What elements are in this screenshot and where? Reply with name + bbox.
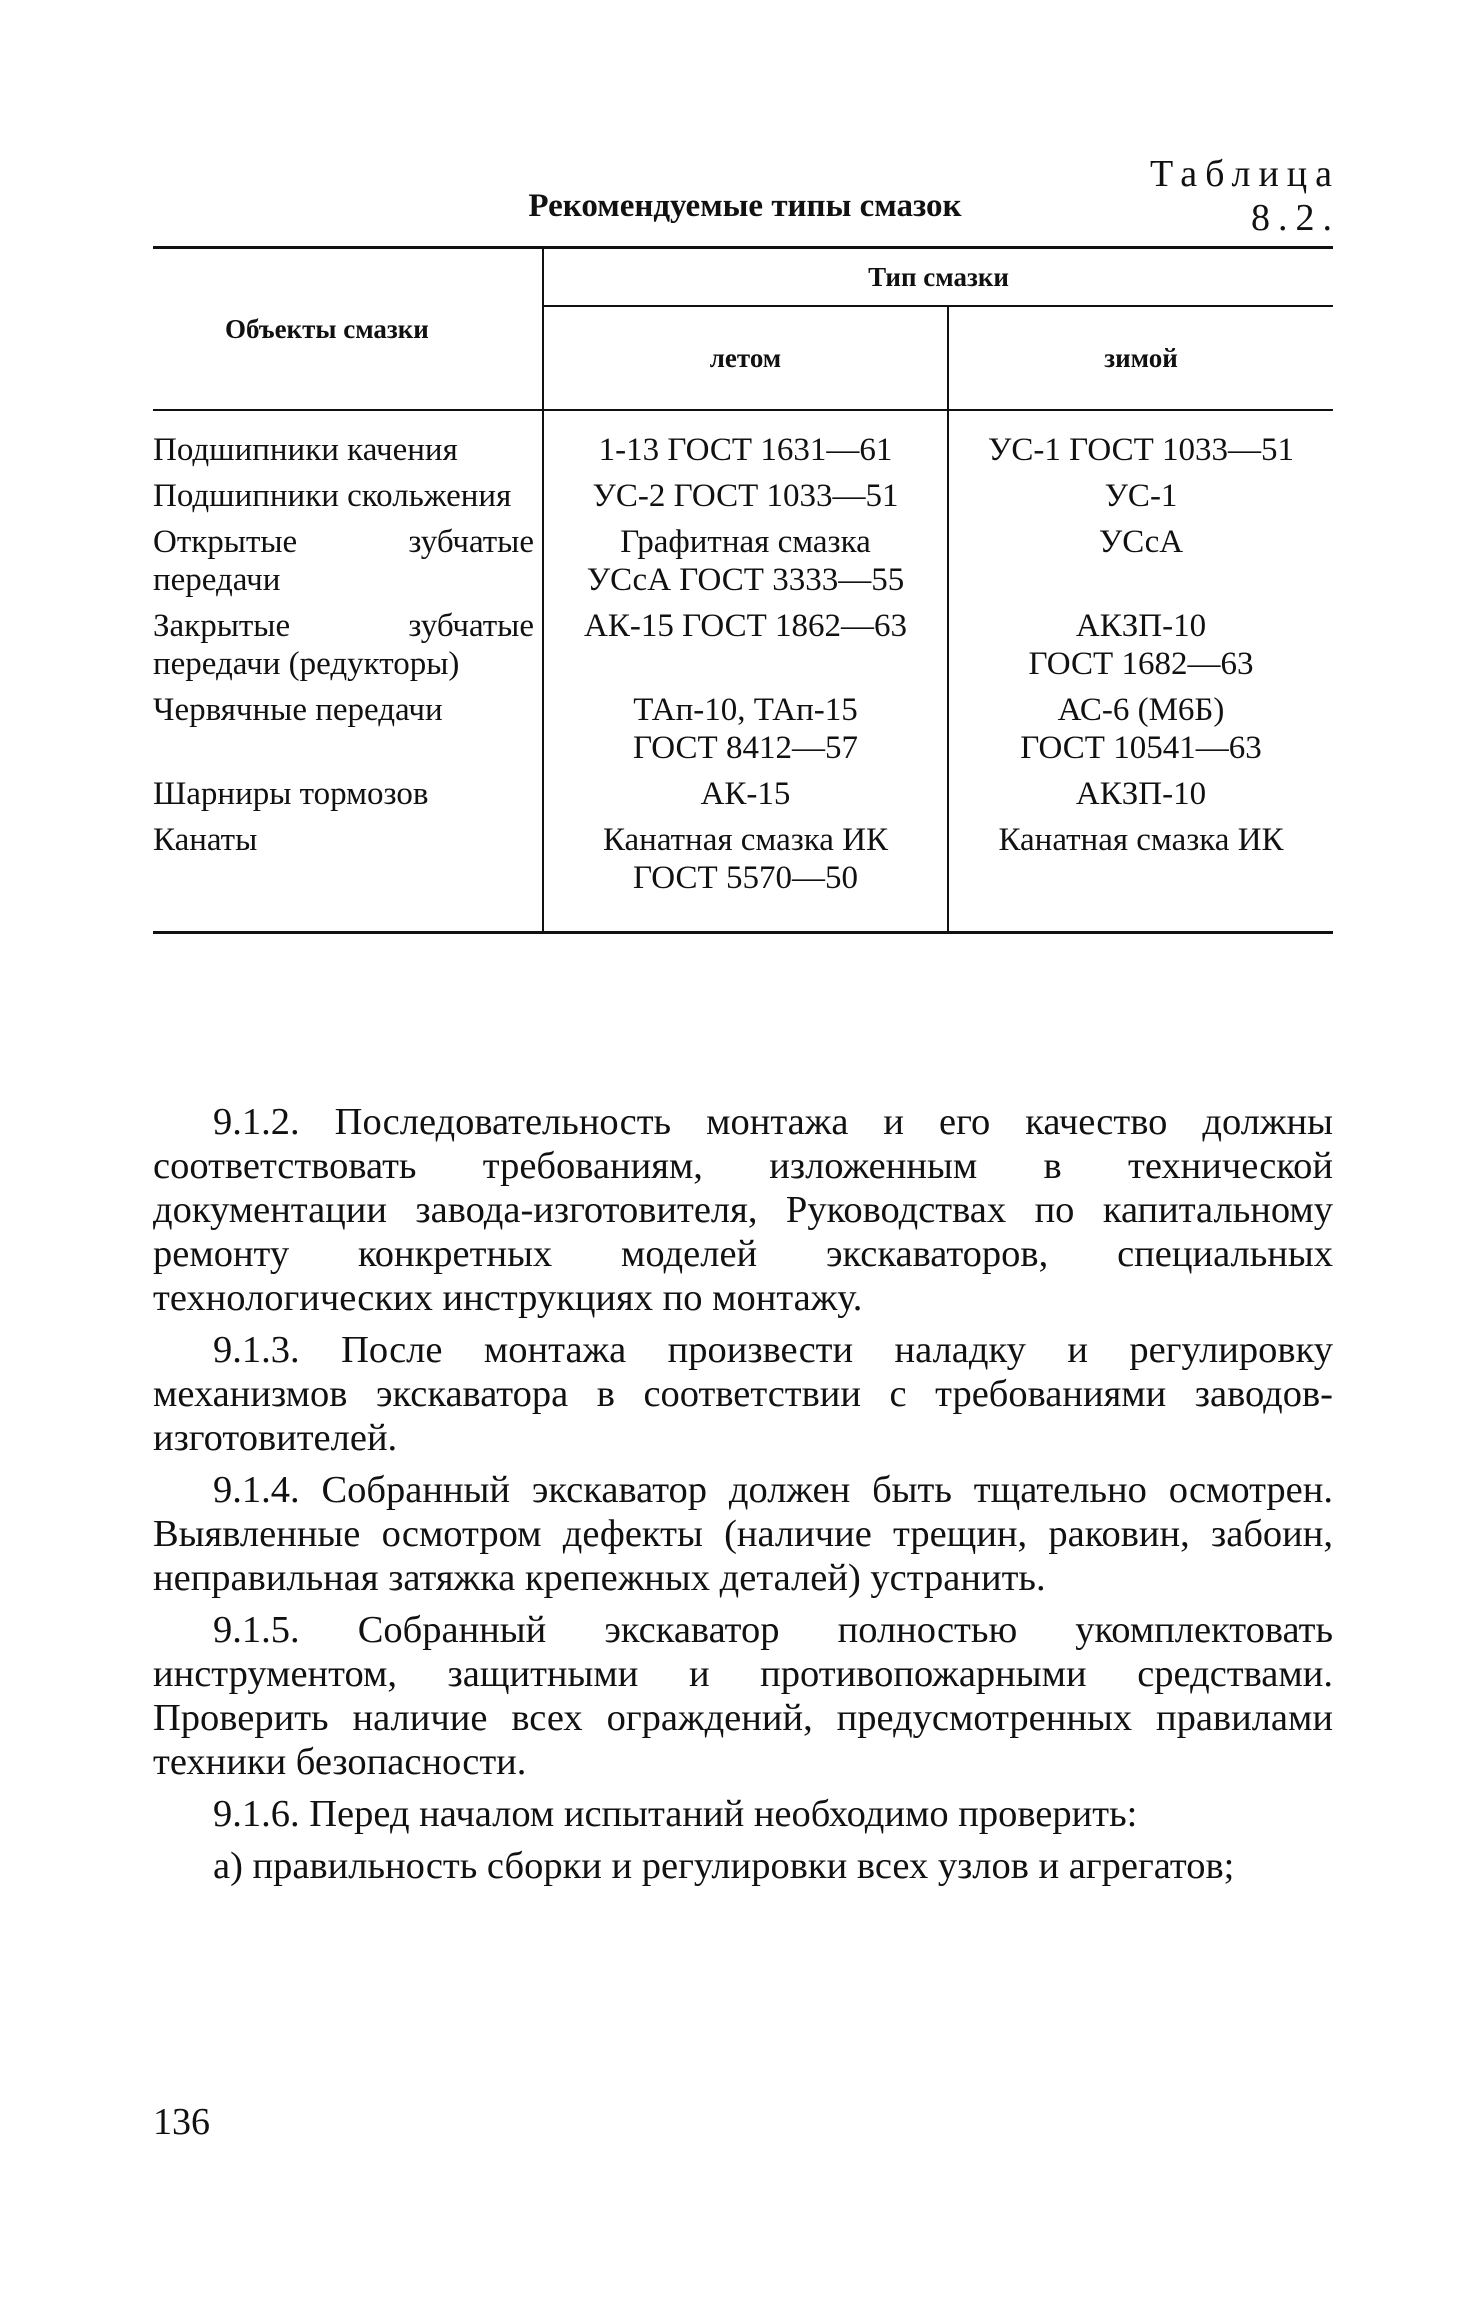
object-cell: Закрытые зубчатые передачи (редукторы)	[153, 599, 543, 683]
summer-cell: ТАп-10, ТАп-15 ГОСТ 8412—57	[543, 683, 948, 767]
paragraph-9-1-5: 9.1.5. Собранный экскаватор полностью укомплектовать инструментом, защитными и противопожарными средствами. Проверить наличие всех ограждений, предусмотренных правилами техники безопасности.	[153, 1609, 1333, 1783]
header-lubricant-type: Тип смазки	[543, 248, 1333, 307]
summer-cell: АК-15 ГОСТ 1862—63	[543, 599, 948, 683]
object-cell: Червячные передачи	[153, 683, 543, 767]
winter-cell: УС-1	[1104, 478, 1178, 514]
object-cell: Канаты	[153, 813, 543, 933]
paragraph-9-1-3: 9.1.3. После монтажа произвести наладку и регулировку механизмов экскаватора в соответствии с требованиями заводов-изготовителей.	[153, 1329, 1333, 1459]
object-cell: Открытые зубчатые передачи	[153, 515, 543, 599]
winter-cell: Канатная смазка ИК	[998, 822, 1284, 858]
page-number: 136	[153, 2101, 210, 2143]
paragraph-9-1-6: 9.1.6. Перед началом испытаний необходимо проверить:	[213, 1793, 1138, 1835]
summer-cell: Канатная смазка ИК ГОСТ 5570—50	[543, 813, 948, 933]
table-row	[153, 813, 1333, 933]
body-text	[153, 1100, 1333, 1896]
table-row	[153, 469, 1333, 515]
winter-cell: АКЗП-10	[1075, 776, 1207, 812]
table-row	[153, 683, 1333, 767]
paragraph-9-1-4: 9.1.4. Собранный экскаватор должен быть тщательно осмотрен. Выявленные осмотром дефекты (наличие трещин, раковин, забоин, неправильная затяжка крепежных деталей) устранить.	[153, 1469, 1333, 1599]
winter-cell: АС-6 (М6Б) ГОСТ 10541—63	[1020, 692, 1262, 766]
summer-cell: УС-2 ГОСТ 1033—51	[543, 469, 948, 515]
table-row	[153, 767, 1333, 813]
paragraph-item-a: а) правильность сборки и регулировки всех узлов и агрегатов;	[213, 1845, 1235, 1887]
lubricant-table	[153, 246, 1333, 934]
table-row	[153, 515, 1333, 599]
header-summer: летом	[543, 306, 948, 410]
winter-cell: АКЗП-10 ГОСТ 1682—63	[1028, 608, 1254, 682]
header-objects: Объекты смазки	[153, 248, 543, 411]
winter-cell: УСсА	[1098, 524, 1184, 560]
summer-cell: 1-13 ГОСТ 1631—61	[543, 411, 948, 469]
table-title: Рекомендуемые типы смазок	[528, 188, 962, 224]
paragraph-9-1-2: 9.1.2. Последовательность монтажа и его качество должны соответствовать требованиям, изложенным в технической документации завода-изготовителя, Руководствах по капитальному ремонту конкретных моделей экскаваторов, специальных технологических инструкциях по монтажу.	[153, 1101, 1333, 1319]
table-row	[153, 599, 1333, 683]
table-number-label: Таблица 8.2.	[1149, 153, 1340, 239]
summer-cell: АК-15	[543, 767, 948, 813]
object-cell: Шарниры тормозов	[153, 767, 543, 813]
object-cell: Подшипники качения	[153, 411, 543, 469]
winter-cell: УС-1 ГОСТ 1033—51	[987, 432, 1295, 468]
table-row	[153, 411, 1333, 469]
summer-cell: Графитная смазка УСсА ГОСТ 3333—55	[543, 515, 948, 599]
object-cell: Подшипники скольжения	[153, 469, 543, 515]
header-winter: зимой	[1104, 342, 1178, 373]
